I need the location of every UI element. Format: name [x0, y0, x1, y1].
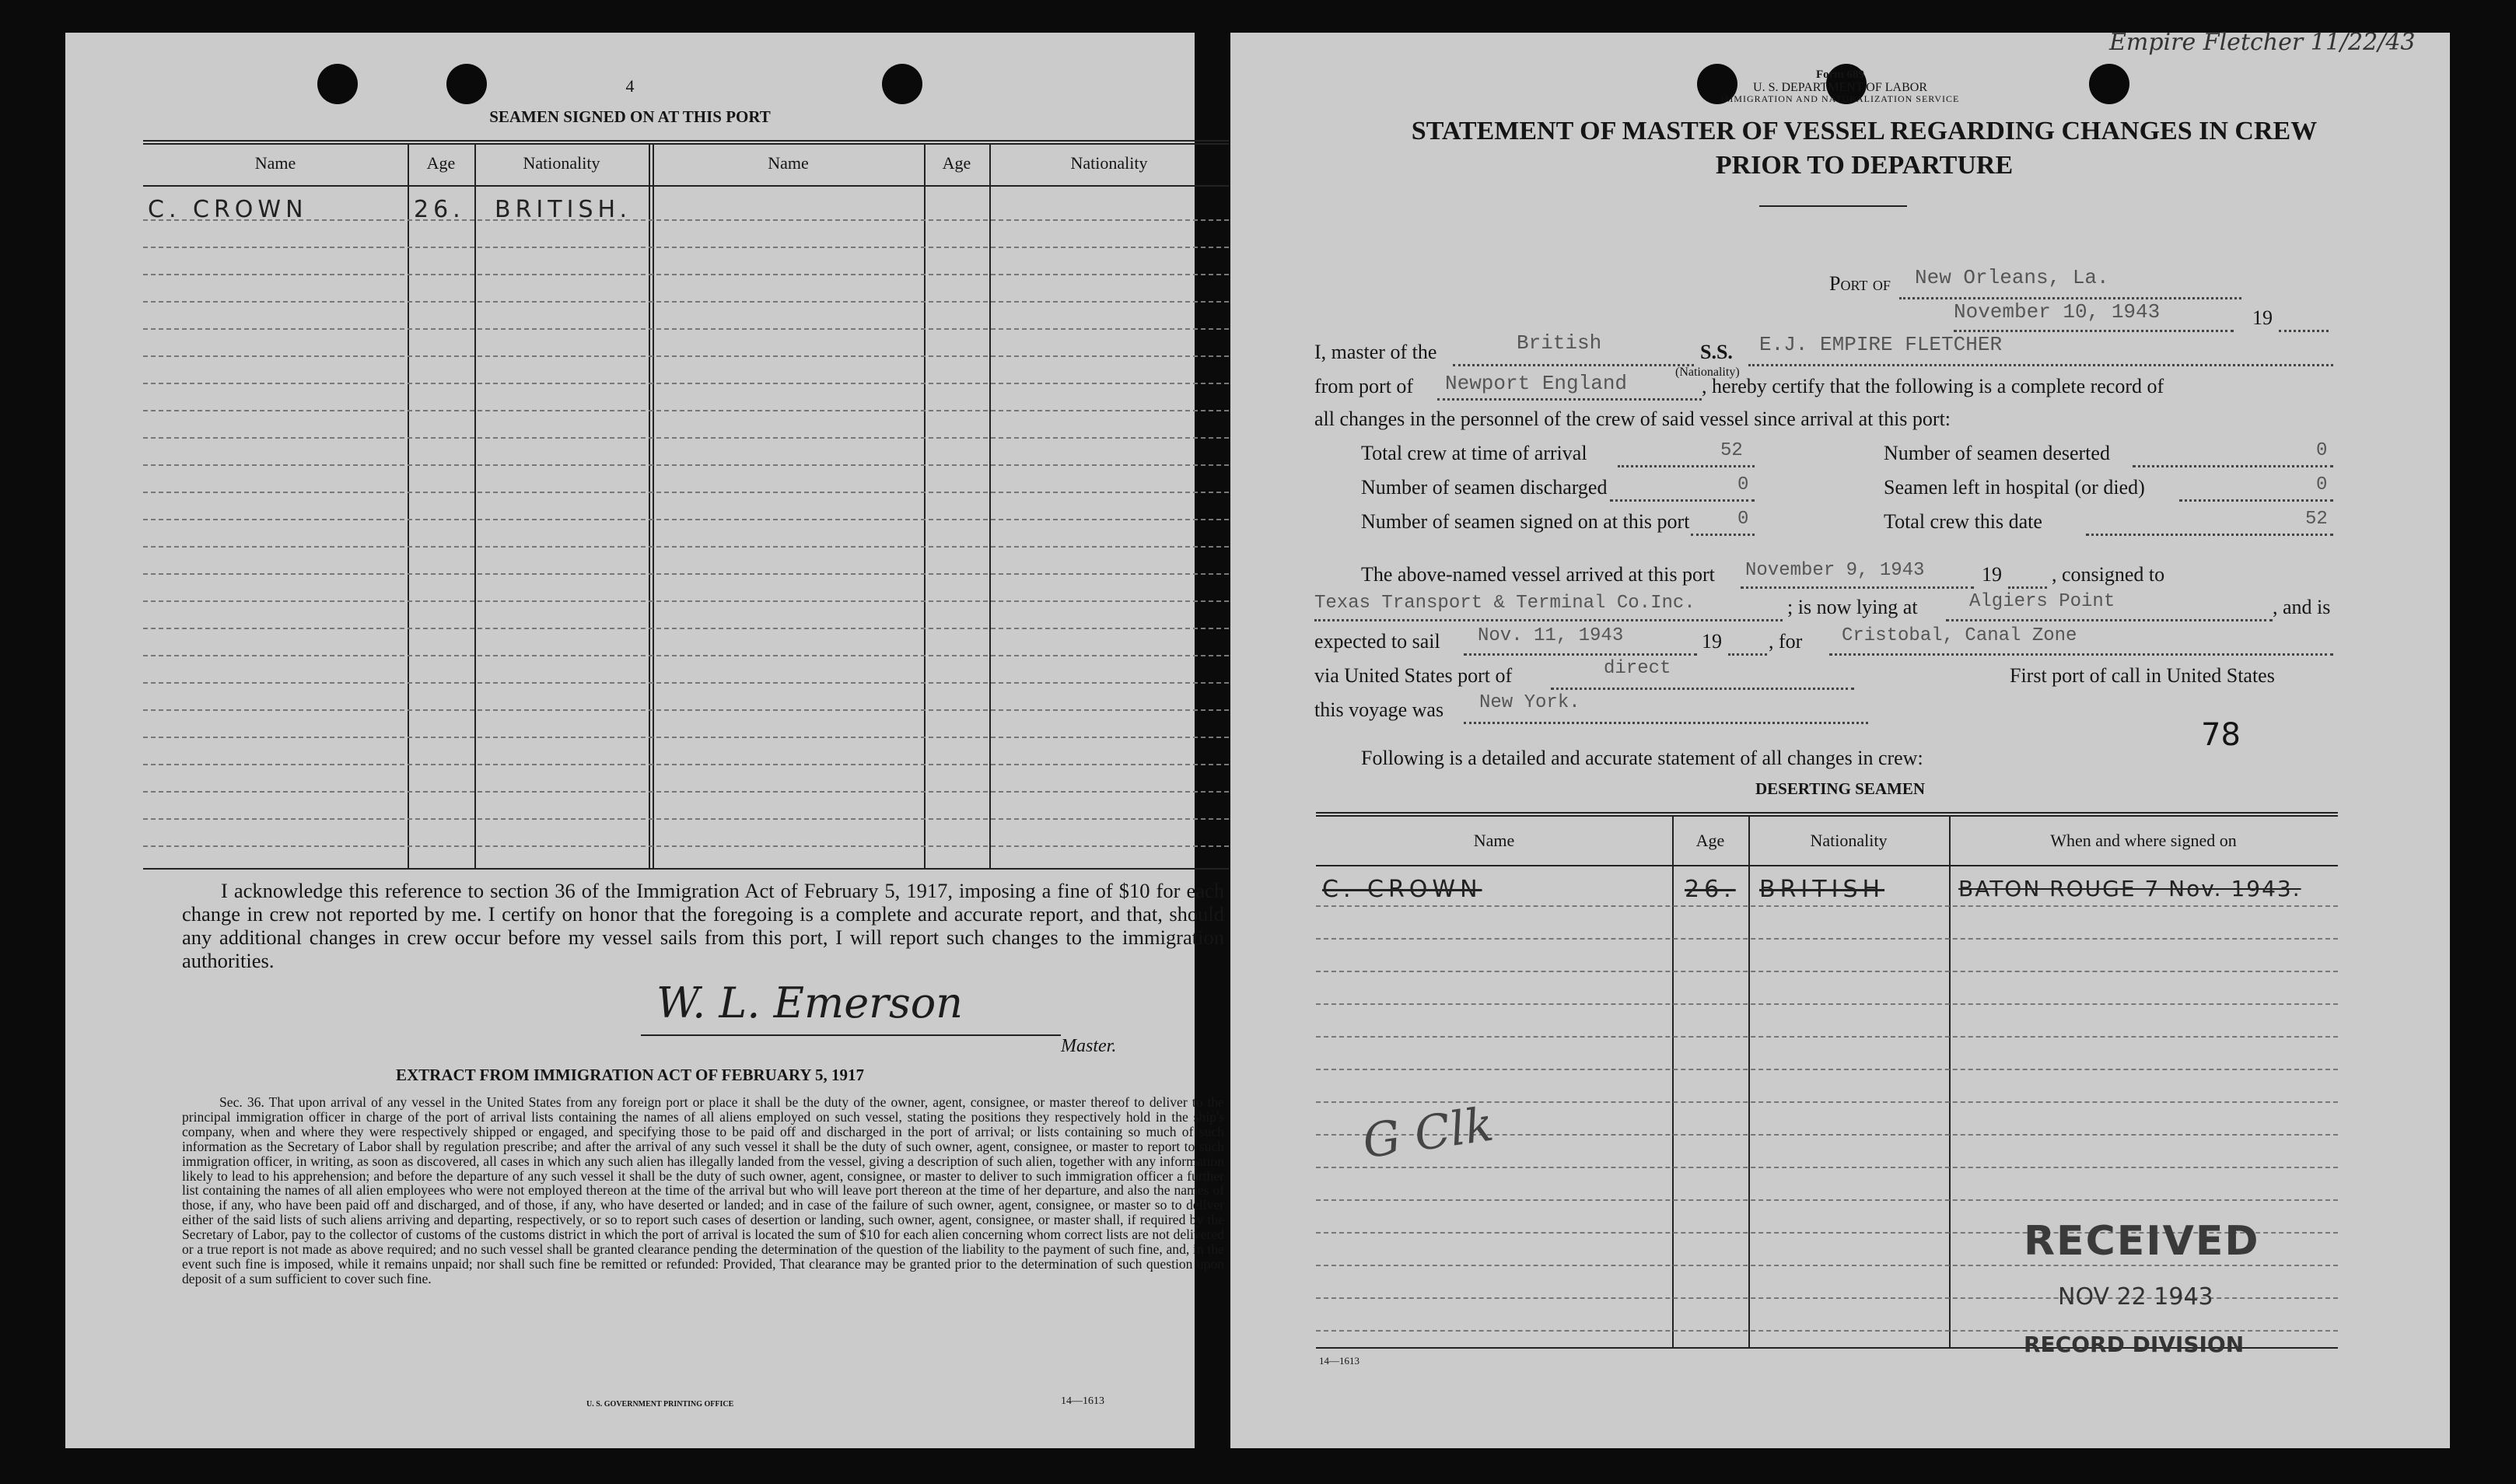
header-age-2: Age: [942, 153, 971, 173]
master-label: Master.: [1061, 1036, 1117, 1056]
section-title: SEAMEN SIGNED ON AT THIS PORT: [489, 107, 771, 126]
desert-header-when-where: When and where signed on: [2050, 831, 2237, 850]
received-stamp: RECEIVED: [2024, 1218, 2260, 1265]
hospital-value: 0: [2316, 474, 2328, 495]
all-changes-text: all changes in the personnel of the crew of said vessel since arrival at this port:: [1314, 408, 1951, 430]
header-nationality-2: Nationality: [1070, 153, 1148, 173]
record-division-stamp: RECORD DIVISION: [2024, 1332, 2245, 1357]
first-port-label: First port of call in United States: [2010, 664, 2275, 687]
year2-label: 19: [1982, 563, 2002, 586]
table-row-line: [143, 628, 1229, 629]
expected-label: expected to sail: [1314, 630, 1440, 653]
service: IMMIGRATION AND NATURALIZATION SERVICE: [1720, 93, 1960, 104]
from-port-label: from port of: [1314, 375, 1414, 397]
deserted-value: 0: [2316, 440, 2328, 461]
header-nationality: Nationality: [523, 153, 600, 173]
table-row-line: [143, 546, 1229, 548]
table-row-line: [143, 247, 1229, 248]
extract-title: EXTRACT FROM IMMIGRATION ACT OF FEBRUARY 5, 1917: [395, 1066, 865, 1084]
table-row-line: [1316, 971, 2338, 972]
table-row-line: [1316, 1265, 2338, 1266]
arrived-value: November 9, 1943: [1745, 560, 1925, 581]
voyage-value: New York.: [1479, 692, 1580, 713]
lying-value: Algiers Point: [1969, 591, 2115, 612]
total-now-value: 52: [2305, 509, 2328, 530]
table-row-line: [143, 709, 1229, 711]
port-label: Port of: [1829, 272, 1891, 295]
table-row-line: [143, 274, 1229, 275]
page-mark: 78: [2201, 717, 2241, 753]
table-row-line: [143, 791, 1229, 793]
department: U. S. DEPARTMENT OF LABOR: [1753, 81, 1927, 94]
voyage-label: this voyage was: [1314, 698, 1444, 721]
deserting-title: DESERTING SEAMEN: [1755, 779, 1926, 798]
date-value: November 10, 1943: [1954, 300, 2161, 324]
table-row-line: [1316, 938, 2338, 940]
for-value: Cristobal, Canal Zone: [1842, 625, 2077, 646]
form-code-left: 14—1613: [1061, 1395, 1104, 1407]
table-row-line: [143, 737, 1229, 738]
consigned-label: , consigned to: [2052, 563, 2165, 586]
total-now-label: Total crew this date: [1884, 510, 2042, 533]
header-age: Age: [426, 153, 456, 173]
consignee-value: Texas Transport & Terminal Co.Inc.: [1314, 593, 1695, 614]
desert-entry-nationality: BRITISH: [1759, 876, 1885, 903]
table-row-line: [143, 492, 1229, 493]
table-row-line: [1316, 1069, 2338, 1070]
table-row-line: [143, 818, 1229, 820]
signed-on-label: Number of seamen signed on at this port: [1361, 510, 1690, 533]
via-label: via United States port of: [1314, 664, 1513, 687]
entry-age: 26.: [414, 196, 465, 223]
table-row-line: [143, 464, 1229, 466]
hospital-label: Seamen left in hospital (or died): [1884, 476, 2145, 499]
table-row-line: [143, 600, 1229, 602]
clerk-initials: G Clk: [1359, 1097, 1497, 1170]
acknowledgement: I acknowledge this reference to section 36 of the Immigration Act of February 5, 1917, imposing a fine of $10 for each change in crew not reported by me. I certify on honor that the foregoing is a complete and accurate report, and that, should any additional changes in crew occur before my vessel sails from this port, I will report such changes to the immigration authorities.: [182, 879, 1224, 972]
nationality-value: British: [1517, 331, 1602, 355]
desert-entry-age: 26.: [1685, 876, 1736, 903]
discharged-value: 0: [1737, 474, 1749, 495]
port-value: New Orleans, La.: [1915, 266, 2109, 289]
total-crew-arrival-label: Total crew at time of arrival: [1361, 442, 1587, 464]
page-number: 4: [625, 76, 635, 96]
table-row-line: [143, 301, 1229, 303]
year3-label: 19: [1702, 630, 1722, 653]
extract-text: Sec. 36. That upon arrival of any vessel in the United States from any foreign port or place it shall be the duty of the owner, agent, consignee, or master thereof to deliver to the principal immigration officer in charge of the port of arrival lists containing the names of all aliens employed on such vessel, stating the positions they respectively hold in the ship's company, when and where they were respectively shipped or engaged, and specifying those to be paid off and discharged in the port of arrival; or lists containing so much of such information as the Secretary of Labor shall by regulation prescribe; and after the arrival of any such vessel it shall be the duty of such owner, agent, consignee, or master to report to such immigration officer, in writing, as soon as discovered, all cases in which any such alien has illegally landed from the vessel, giving a description of such alien, together with any information likely to lead to his apprehension; and before the departure of any such vessel it shall be the duty of such owner, agent, consignee, or master to deliver to such immigration officer a further list containing the names of all alien employees who were not employed thereon at the time of the arrival but who will leave port thereon at the time of her departure, and also the names of those, if any, who have been paid off and discharged, and of those, if any, who have deserted or landed; and in case of the failure of such owner, agent, consignee, or master so to deliver either of the said lists of such aliens arriving and departing, respectively, or so to report such cases of desertion or landing, such owner, agent, consignee, or master shall, if required by the Secretary of Labor, pay to the collector of customs of the customs district in which the port of arrival is located the sum of $10 for each alien concerning whom correct lists are not delivered or a true report is not made as above required; and no such vessel shall be granted clearance pending the determination of the question of the liability to the payment of such fine, and, in the event such fine is imposed, while it remains unpaid; nor shall such fine be remitted or refunded: Provided, That clearance may be granted prior to the determination of such question upon deposit of a sum sufficient to cover such fine.: [182, 1094, 1224, 1286]
master-signature: W. L. Emerson: [656, 978, 963, 1027]
table-row-line: [143, 845, 1229, 847]
for-label: , for: [1769, 630, 1803, 653]
table-row-line: [143, 682, 1229, 684]
table-row-line: [143, 655, 1229, 656]
expected-value: Nov. 11, 1943: [1478, 625, 1624, 646]
deserted-label: Number of seamen deserted: [1884, 442, 2110, 464]
nationality-caption: (Nationality): [1675, 366, 1740, 379]
header-name-2: Name: [768, 153, 809, 173]
table-row-line: [1316, 1167, 2338, 1168]
entry-name: C. CROWN: [148, 196, 308, 223]
table-row-line: [143, 764, 1229, 765]
desert-header-nationality: Nationality: [1810, 831, 1888, 850]
received-stamp-date: NOV 22 1943: [2058, 1283, 2213, 1311]
following-text: Following is a detailed and accurate statement of all changes in crew:: [1361, 747, 1923, 769]
margin-note: Empire Fletcher 11/22/43: [2109, 29, 2416, 56]
lying-label: ; is now lying at: [1787, 596, 1918, 618]
table-row-line: [1316, 905, 2338, 907]
table-row-line: [143, 573, 1229, 575]
table-row-line: [143, 383, 1229, 384]
signed-on-value: 0: [1737, 509, 1749, 530]
table-row-line: [1316, 1003, 2338, 1005]
total-crew-arrival-value: 52: [1720, 440, 1743, 461]
ss-label: S.S.: [1700, 341, 1733, 363]
discharged-label: Number of seamen discharged: [1361, 476, 1608, 499]
from-port-value: Newport England: [1445, 372, 1628, 395]
table-row-line: [1316, 1199, 2338, 1201]
desert-entry-when-where: BATON ROUGE 7 Nov. 1943.: [1958, 876, 2301, 901]
table-row-line: [143, 355, 1229, 357]
master-of-label: I, master of the: [1314, 341, 1437, 363]
and-is-label: , and is: [2273, 596, 2331, 618]
form-title-line1: STATEMENT OF MASTER OF VESSEL REGARDING CHANGES IN CREW: [1411, 117, 2318, 145]
arrived-label: The above-named vessel arrived at this port: [1361, 563, 1715, 586]
table-row-line: [1316, 1036, 2338, 1038]
table-row-line: [143, 328, 1229, 330]
left-page: [65, 33, 1224, 1448]
desert-header-name: Name: [1473, 831, 1515, 850]
form-title-line2: PRIOR TO DEPARTURE: [1715, 151, 2014, 180]
table-row-line: [143, 410, 1229, 411]
form-number: Form 689: [1815, 68, 1865, 81]
desert-header-age: Age: [1695, 831, 1725, 850]
desert-entry-name: C. CROWN: [1322, 876, 1482, 903]
form-code-right: 14—1613: [1319, 1355, 1359, 1367]
certify-text: , hereby certify that the following is a complete record of: [1702, 375, 2164, 397]
table-row-line: [143, 437, 1229, 439]
header-name: Name: [254, 153, 296, 173]
right-page: [1230, 29, 2450, 1448]
via-value: direct: [1604, 658, 1671, 679]
entry-nationality: BRITISH.: [495, 196, 632, 223]
vessel-value: E.J. EMPIRE FLETCHER: [1759, 333, 2003, 356]
year-label: 19: [2252, 306, 2273, 329]
table-row-line: [143, 519, 1229, 520]
printer-line: U. S. GOVERNMENT PRINTING OFFICE: [586, 1400, 734, 1409]
